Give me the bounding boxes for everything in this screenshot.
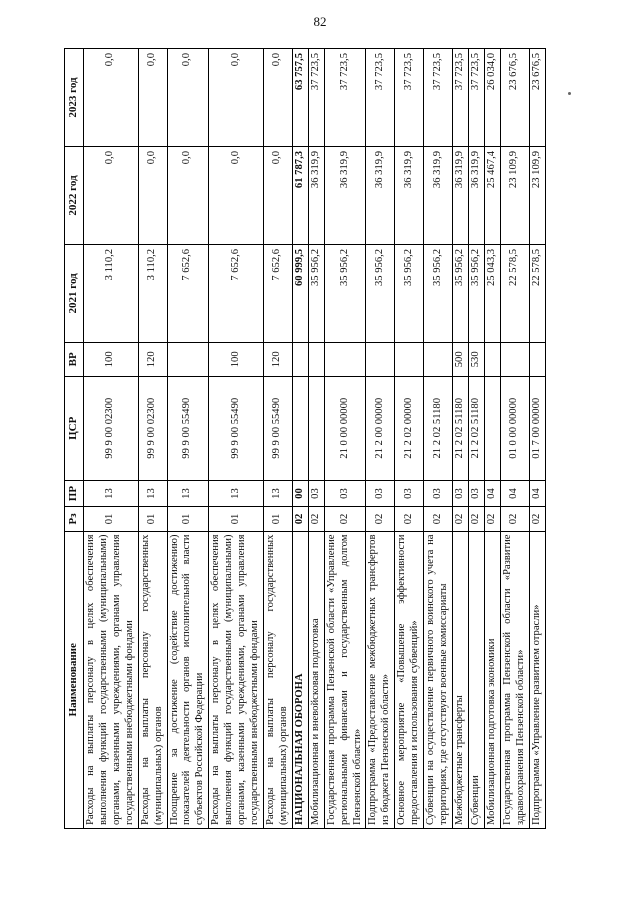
table-cell-rz: 02 [292, 507, 308, 531]
header-2023: 2023 год [65, 49, 84, 147]
table-cell-name: Расходы на выплаты персоналу государственных (муниципальных) органов [263, 531, 292, 828]
table-cell-2021: 35 956,2 [308, 244, 324, 342]
table-row [84, 49, 139, 829]
table-cell-csr: 21 2 02 51180 [452, 376, 468, 480]
header-2021: 2021 год [65, 244, 84, 342]
table-cell-2021: 35 956,2 [395, 244, 424, 342]
table-cell-vr [308, 342, 324, 376]
table-cell-2022: 0,0 [138, 146, 167, 244]
table-cell-name: Субвенции [468, 531, 484, 828]
table-cell-rz: 02 [500, 507, 529, 531]
table-cell-2021: 35 956,2 [324, 244, 366, 342]
table-cell-name: Мобилизационная и вневойсковая подготовка [308, 531, 324, 828]
table-cell-pr: 13 [167, 480, 209, 507]
table-cell-csr [292, 376, 308, 480]
table-row [167, 49, 209, 829]
table-cell-2022: 0,0 [263, 146, 292, 244]
table-cell-2022: 36 319,9 [308, 146, 324, 244]
table-cell-csr: 99 9 00 55490 [167, 376, 209, 480]
table-cell-2021: 22 578,5 [529, 244, 545, 342]
table-cell-pr: 04 [484, 480, 500, 507]
table-cell-2021: 7 652,6 [167, 244, 209, 342]
table-cell-2021: 22 578,5 [500, 244, 529, 342]
table-cell-name: Государственная программа Пензенской области «Управление региональными финансами и государственным долгом Пензенской области» [324, 531, 366, 828]
table-cell-2022: 36 319,9 [452, 146, 468, 244]
table-cell-rz: 02 [452, 507, 468, 531]
table-cell-vr [292, 342, 308, 376]
table-cell-2021: 35 956,2 [366, 244, 395, 342]
table-cell-2023: 0,0 [167, 49, 209, 147]
table-cell-name: Субвенции на осуществление первичного воинского учета на территориях, где отсутствуют военные комиссариаты [424, 531, 453, 828]
table-cell-vr [484, 342, 500, 376]
table-cell-csr: 21 2 02 00000 [395, 376, 424, 480]
table-cell-2023: 23 676,5 [500, 49, 529, 147]
table-cell-2023: 37 723,5 [424, 49, 453, 147]
table-cell-csr: 01 0 00 00000 [500, 376, 529, 480]
table-row [500, 49, 529, 829]
table-cell-vr [366, 342, 395, 376]
table-cell-name: Расходы на выплаты персоналу в целях обеспечения выполнения функций государственными (муниципальными) органами, казенными учреждениями, органами управления государственными внебюджетными фондами [84, 531, 139, 828]
table-cell-2023: 0,0 [84, 49, 139, 147]
budget-table [64, 48, 546, 829]
table-cell-csr: 99 9 00 55490 [263, 376, 292, 480]
table-cell-pr: 03 [308, 480, 324, 507]
page-number: 82 [313, 14, 327, 29]
table-cell-pr: 03 [395, 480, 424, 507]
table-cell-2021: 7 652,6 [209, 244, 264, 342]
table-cell-2022: 23 109,9 [529, 146, 545, 244]
table-cell-vr: 120 [138, 342, 167, 376]
table-row [366, 49, 395, 829]
table-cell-vr: 500 [452, 342, 468, 376]
table-cell-name: Подпрограмма «Предоставление межбюджетных трансфертов из бюджета Пензенской области» [366, 531, 395, 828]
table-cell-2022: 36 319,9 [468, 146, 484, 244]
table-cell-rz: 01 [209, 507, 264, 531]
table-row [468, 49, 484, 829]
table-cell-rz: 02 [395, 507, 424, 531]
table-cell-vr [500, 342, 529, 376]
table-cell-pr: 03 [366, 480, 395, 507]
table-header-row [65, 49, 84, 829]
table-cell-rz: 01 [138, 507, 167, 531]
table-cell-2023: 37 723,5 [324, 49, 366, 147]
table-cell-rz: 02 [366, 507, 395, 531]
rotated-table-wrapper [64, 48, 574, 829]
table-cell-2023: 0,0 [263, 49, 292, 147]
table-cell-pr: 13 [209, 480, 264, 507]
table-cell-2022: 36 319,9 [324, 146, 366, 244]
table-row [263, 49, 292, 829]
table-cell-rz: 02 [468, 507, 484, 531]
table-cell-pr: 13 [263, 480, 292, 507]
table-cell-2023: 0,0 [209, 49, 264, 147]
table-cell-csr: 99 9 00 55490 [209, 376, 264, 480]
table-cell-pr: 03 [324, 480, 366, 507]
table-row [209, 49, 264, 829]
table-cell-pr: 03 [452, 480, 468, 507]
table-cell-csr [484, 376, 500, 480]
header-rz: Рз [65, 507, 84, 531]
table-row [424, 49, 453, 829]
table-cell-pr: 04 [500, 480, 529, 507]
table-cell-name: Подпрограмма «Управление развитием отрасли» [529, 531, 545, 828]
table-cell-csr: 21 0 00 00000 [324, 376, 366, 480]
table-cell-2021: 35 956,2 [452, 244, 468, 342]
table-cell-rz: 02 [484, 507, 500, 531]
header-vr: ВР [65, 342, 84, 376]
table-cell-csr: 21 2 02 51180 [468, 376, 484, 480]
table-row [138, 49, 167, 829]
table-cell-2023: 37 723,5 [395, 49, 424, 147]
table-row [395, 49, 424, 829]
table-cell-pr: 04 [529, 480, 545, 507]
table-cell-2021: 35 956,2 [424, 244, 453, 342]
table-cell-vr [424, 342, 453, 376]
table-cell-2022: 36 319,9 [366, 146, 395, 244]
table-cell-2023: 26 034,0 [484, 49, 500, 147]
table-cell-pr: 00 [292, 480, 308, 507]
table-cell-2023: 37 723,5 [468, 49, 484, 147]
table-cell-name: Основное мероприятие «Повышение эффективности предоставления и использования субвенций» [395, 531, 424, 828]
table-cell-name: Мобилизационная подготовка экономики [484, 531, 500, 828]
table-cell-2021: 60 999,5 [292, 244, 308, 342]
table-cell-pr: 13 [138, 480, 167, 507]
table-cell-name: Межбюджетные трансферты [452, 531, 468, 828]
header-name: Наименование [65, 531, 84, 828]
table-row [529, 49, 545, 829]
table-cell-name: Государственная программа Пензенской области «Развитие здравоохранения Пензенской области» [500, 531, 529, 828]
table-cell-vr: 100 [209, 342, 264, 376]
table-cell-rz: 02 [308, 507, 324, 531]
table-cell-2021: 7 652,6 [263, 244, 292, 342]
table-cell-csr: 21 2 00 00000 [366, 376, 395, 480]
table-cell-2023: 23 676,5 [529, 49, 545, 147]
header-2022: 2022 год [65, 146, 84, 244]
table-body [84, 49, 546, 829]
table-cell-vr [395, 342, 424, 376]
table-cell-vr: 120 [263, 342, 292, 376]
table-cell-pr: 13 [84, 480, 139, 507]
table-cell-name: НАЦИОНАЛЬНАЯ ОБОРОНА [292, 531, 308, 828]
table-cell-vr [324, 342, 366, 376]
table-cell-2023: 63 757,5 [292, 49, 308, 147]
table-cell-rz: 02 [324, 507, 366, 531]
table-cell-2023: 37 723,5 [452, 49, 468, 147]
table-cell-2022: 25 467,4 [484, 146, 500, 244]
header-pr: ПР [65, 480, 84, 507]
table-cell-rz: 01 [263, 507, 292, 531]
table-cell-csr [308, 376, 324, 480]
table-cell-csr: 01 7 00 00000 [529, 376, 545, 480]
table-cell-2022: 0,0 [84, 146, 139, 244]
table-cell-2022: 23 109,9 [500, 146, 529, 244]
table-cell-2022: 0,0 [209, 146, 264, 244]
table-cell-csr: 21 2 02 51180 [424, 376, 453, 480]
table-cell-vr [529, 342, 545, 376]
table-row [324, 49, 366, 829]
table-cell-rz: 02 [529, 507, 545, 531]
table-cell-csr: 99 9 00 02300 [138, 376, 167, 480]
table-cell-pr: 03 [424, 480, 453, 507]
table-cell-2022: 36 319,9 [395, 146, 424, 244]
table-cell-name: Расходы на выплаты персоналу в целях обеспечения выполнения функций государственными (муниципальными) органами, казенными учреждениями, органами управления государственными внебюджетными фондами [209, 531, 264, 828]
table-row [308, 49, 324, 829]
table-row [452, 49, 468, 829]
table-row [292, 49, 308, 829]
table-cell-rz: 02 [424, 507, 453, 531]
table-cell-rz: 01 [84, 507, 139, 531]
table-cell-2022: 0,0 [167, 146, 209, 244]
table-cell-name: Расходы на выплаты персоналу государственных (муниципальных) органов [138, 531, 167, 828]
table-cell-csr: 99 9 00 02300 [84, 376, 139, 480]
table-cell-name: Поощрение за достижение (содействие достижению) показателей деятельности органов исполнительной власти субъектов Российской Федерации [167, 531, 209, 828]
table-row [484, 49, 500, 829]
table-cell-2021: 25 043,3 [484, 244, 500, 342]
table-cell-2021: 35 956,2 [468, 244, 484, 342]
table-cell-vr: 530 [468, 342, 484, 376]
table-cell-pr: 03 [468, 480, 484, 507]
table-cell-2022: 36 319,9 [424, 146, 453, 244]
table-cell-2021: 3 110,2 [138, 244, 167, 342]
table-cell-vr [167, 342, 209, 376]
table-cell-2021: 3 110,2 [84, 244, 139, 342]
header-csr: ЦСР [65, 376, 84, 480]
table-cell-2023: 37 723,5 [366, 49, 395, 147]
table-cell-2023: 37 723,5 [308, 49, 324, 147]
table-cell-vr: 100 [84, 342, 139, 376]
table-cell-2023: 0,0 [138, 49, 167, 147]
table-cell-2022: 61 787,3 [292, 146, 308, 244]
table-cell-rz: 01 [167, 507, 209, 531]
